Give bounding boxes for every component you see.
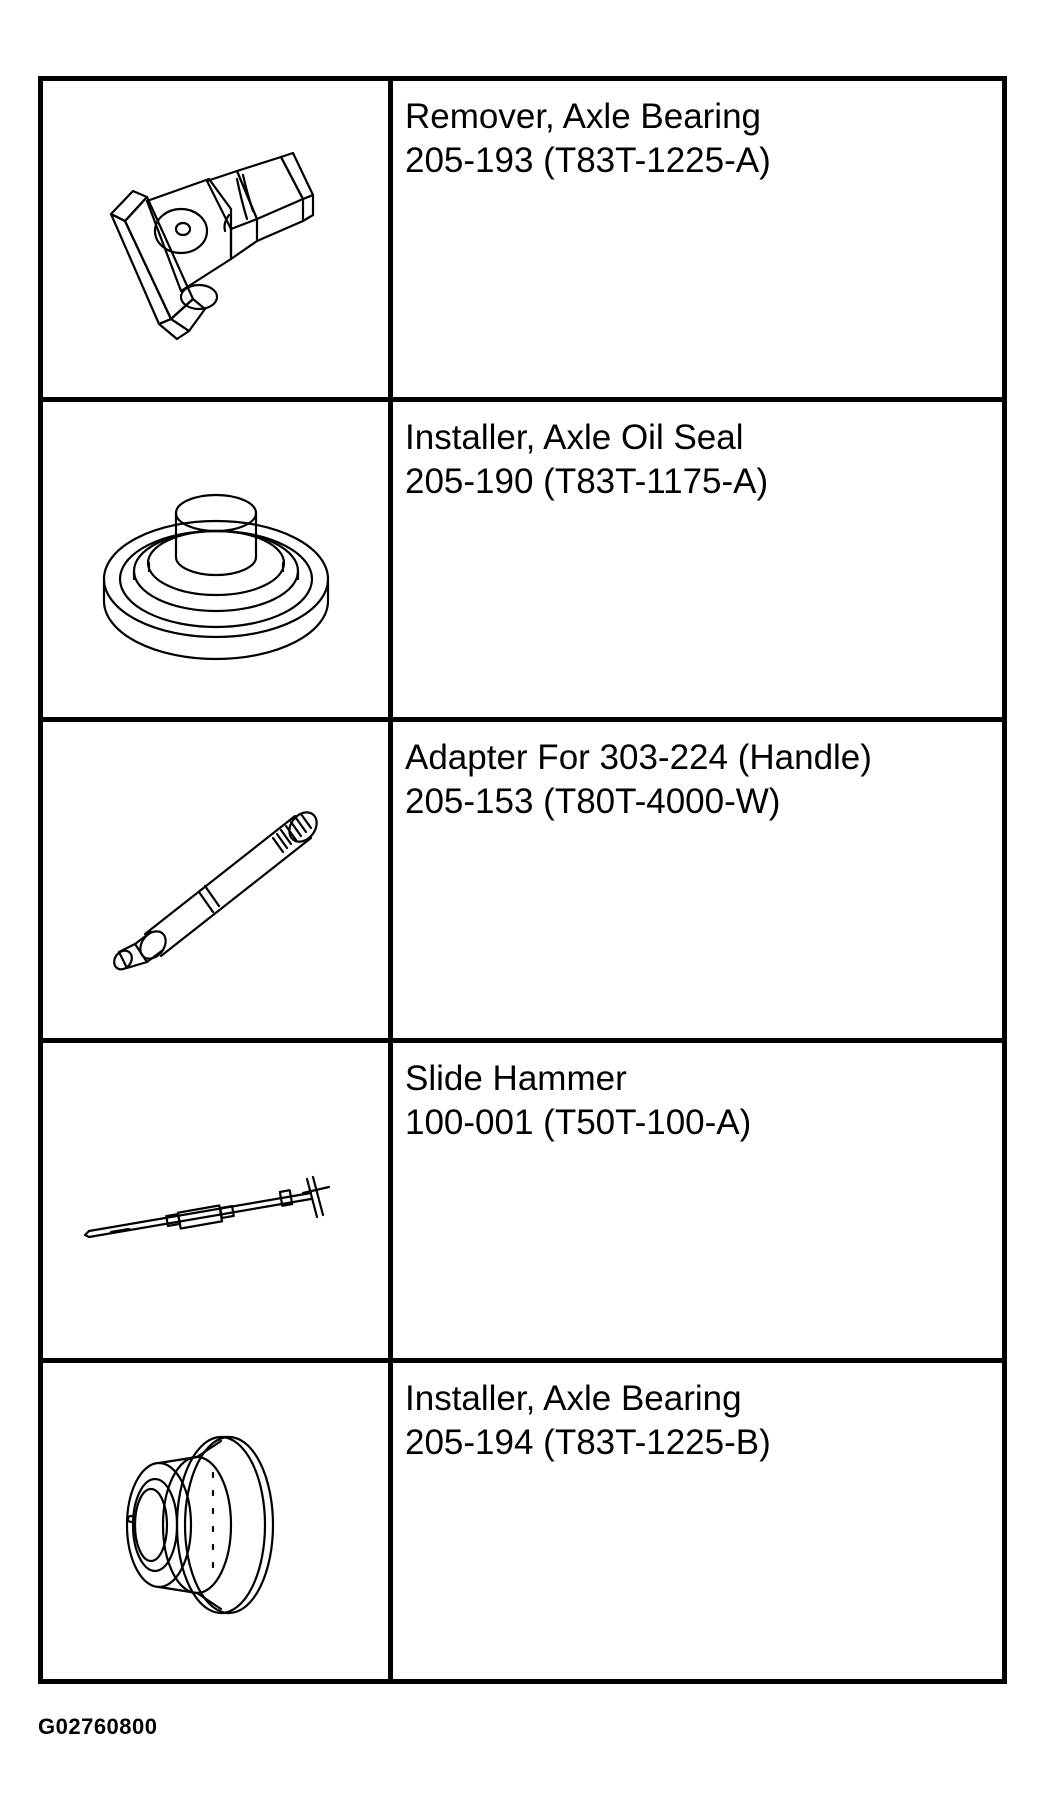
tool-row [43, 717, 1002, 1038]
tool-illustration-cell [43, 402, 393, 718]
tool-number: 205-194 (T83T-1225-B) [405, 1423, 771, 1463]
handle-adapter-icon [81, 760, 351, 1000]
tool-number: 100-001 (T50T-100-A) [405, 1102, 752, 1142]
tool-name: Installer, Axle Bearing [405, 1379, 742, 1419]
axle-bearing-installer-icon [81, 1401, 351, 1641]
tool-row [43, 1358, 1002, 1679]
tool-row [43, 1038, 1002, 1359]
tool-illustration-cell [43, 1043, 393, 1359]
axle-oil-seal-installer-icon [81, 439, 351, 679]
tool-description-cell [393, 1363, 1002, 1679]
tool-number: 205-193 (T83T-1225-A) [405, 141, 771, 180]
tool-number: 205-153 (T80T-4000-W) [405, 782, 781, 822]
figure-code: G02760800 [38, 1714, 158, 1739]
tool-illustration-cell [43, 722, 393, 1038]
tool-description-cell [393, 1043, 1002, 1359]
tool-name: Remover, Axle Bearing [405, 97, 762, 136]
slide-hammer-icon [81, 1081, 351, 1321]
tool-name: Adapter For 303-224 (Handle) [405, 738, 872, 778]
axle-bearing-remover-icon [81, 119, 351, 359]
tool-description-cell [393, 81, 1002, 397]
tool-row [43, 397, 1002, 718]
tool-name: Slide Hammer [405, 1058, 627, 1098]
tool-illustration-cell [43, 1363, 393, 1679]
tool-illustration-cell [43, 81, 393, 397]
tool-row [43, 81, 1002, 397]
tool-description-cell [393, 722, 1002, 1038]
tool-name: Installer, Axle Oil Seal [405, 417, 744, 457]
tool-number: 205-190 (T83T-1175-A) [405, 461, 769, 501]
special-tools-table [38, 76, 1007, 1684]
tool-description-cell [393, 402, 1002, 718]
